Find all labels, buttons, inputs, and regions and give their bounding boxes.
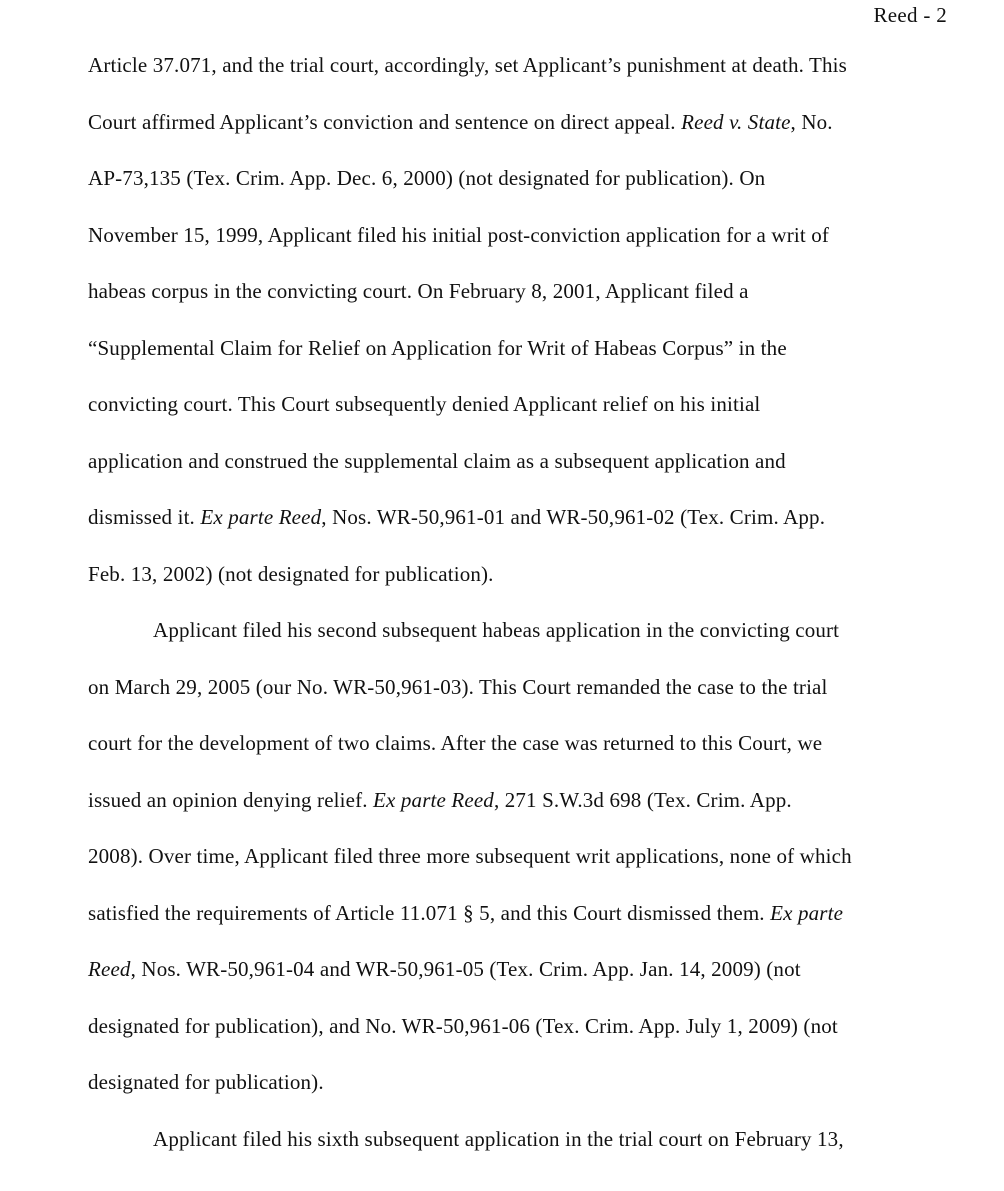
text-line: habeas corpus in the convicting court. On February 8, 2001, Applicant filed a <box>88 279 749 303</box>
case-citation: Reed <box>88 957 131 981</box>
text-line: application and construed the supplemental claim as a subsequent application and <box>88 448 786 473</box>
document-body <box>88 37 968 1167</box>
text-line: November 15, 1999, Applicant filed his initial post-conviction application for a writ of <box>88 222 830 247</box>
text-line: Court affirmed Applicant’s conviction and sentence on direct appeal. Reed v. State, No. <box>88 109 833 134</box>
text-line: convicting court. This Court subsequently denied Applicant relief on his initial <box>88 392 761 416</box>
case-citation: Ex parte Reed <box>373 787 494 812</box>
text-line: AP-73,135 (Tex. Crim. App. Dec. 6, 2000) (not designated for publication). On <box>88 166 766 190</box>
text-line: Feb. 13, 2002) (not designated for publication). <box>88 561 494 586</box>
case-citation: Ex parte <box>770 900 844 925</box>
text-line: Reed, Nos. WR-50,961-04 and WR-50,961-05 (Tex. Crim. App. Jan. 14, 2009) (not <box>88 957 801 981</box>
case-citation: Reed v. State <box>681 109 791 134</box>
paragraph-start-line: Applicant filed his sixth subsequent application in the trial court on February 13, <box>153 1126 844 1151</box>
text-line: satisfied the requirements of Article 11.071 § 5, and this Court dismissed them. Ex parte <box>88 900 844 925</box>
case-citation: Ex parte Reed <box>200 505 322 529</box>
text-line: designated for publication), and No. WR-50,961-06 (Tex. Crim. App. July 1, 2009) (not <box>88 1013 838 1038</box>
text-line: 2008). Over time, Applicant filed three more subsequent writ applications, none of which <box>88 844 852 868</box>
paragraph-start-line: Applicant filed his second subsequent habeas application in the convicting court <box>153 618 840 642</box>
text-line: designated for publication). <box>88 1070 324 1094</box>
text-line: on March 29, 2005 (our No. WR-50,961-03). This Court remanded the case to the trial <box>88 674 828 699</box>
running-head: Reed - 2 <box>873 3 947 27</box>
text-line: court for the development of two claims. After the case was returned to this Court, we <box>88 731 823 755</box>
text-line: Article 37.071, and the trial court, accordingly, set Applicant’s punishment at death. This <box>88 53 847 77</box>
text-line: issued an opinion denying relief. Ex parte Reed, 271 S.W.3d 698 (Tex. Crim. App. <box>88 787 792 812</box>
text-line: “Supplemental Claim for Relief on Application for Writ of Habeas Corpus” in the <box>88 335 787 360</box>
text-line: dismissed it. Ex parte Reed, Nos. WR-50,961-01 and WR-50,961-02 (Tex. Crim. App. <box>88 505 826 529</box>
